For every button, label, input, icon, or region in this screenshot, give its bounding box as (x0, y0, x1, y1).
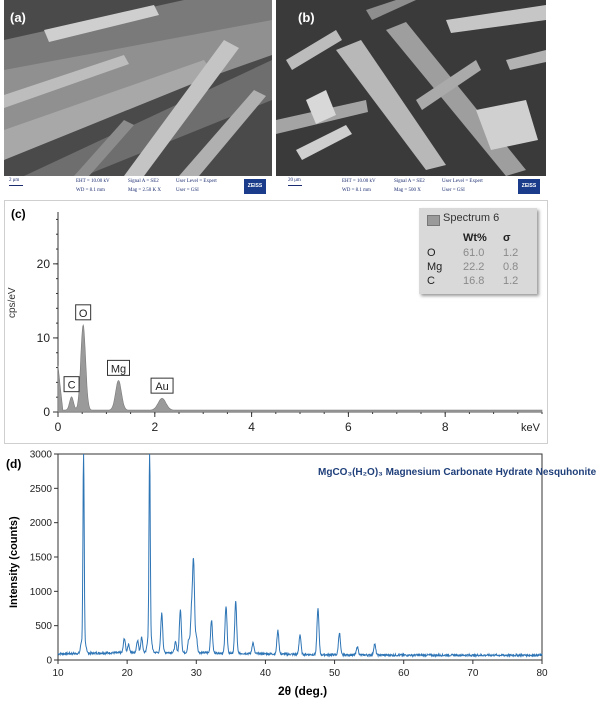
wd-text: WD = 8.1 mm (342, 188, 371, 193)
eds-peak-marker (76, 305, 91, 320)
table-wt: 22.2 (463, 261, 485, 273)
sem-image-b (276, 0, 546, 198)
eht-text: EHT = 10.00 kV (342, 179, 376, 184)
signal-text: Signal A = SE2 (128, 179, 159, 184)
eds-peak-label: Au (155, 381, 169, 394)
x-tick-label: 10 (52, 668, 64, 679)
sem-databar-b (276, 176, 546, 198)
sem-databar-a (4, 176, 272, 198)
xrd-chart (0, 448, 550, 702)
x-tick-label: 60 (398, 668, 410, 679)
spectrum-title: Spectrum 6 (443, 212, 500, 224)
scale-bar (288, 185, 302, 186)
scale-label: 20 μm (288, 178, 301, 183)
x-tick-label: 50 (329, 668, 341, 679)
eds-peak-label: Mg (110, 363, 127, 376)
zeiss-logo: ZEISS (244, 179, 266, 194)
y-tick-label: 0 (46, 655, 52, 667)
y-tick-label: 1000 (29, 586, 52, 598)
y-tick-label: 2000 (29, 518, 52, 530)
scale-label: 2 μm (9, 178, 20, 183)
panel-label-c: (c) (11, 207, 26, 221)
panel-label-b: (b) (298, 10, 315, 25)
y-tick-label: 20 (36, 256, 50, 271)
panel-label-d: (d) (6, 457, 22, 471)
x-tick-label: 2 (151, 420, 159, 434)
sem-micrograph-b (276, 0, 546, 176)
zeiss-logo: ZEISS (518, 179, 540, 194)
table-sigma: 1.2 (503, 275, 519, 287)
x-tick-label: 40 (259, 668, 271, 679)
user-text: User = GSI (442, 188, 465, 193)
x-tick-label: 20 (121, 668, 133, 679)
eds-peak-label: C (67, 379, 76, 392)
scale-bar (9, 185, 23, 186)
y-tick-label: 0 (43, 405, 50, 419)
table-wt: 61.0 (463, 247, 485, 259)
table-sigma: 1.2 (503, 247, 519, 259)
eds-y-axis-title: cps/eV (7, 287, 18, 318)
eds-peak-label: O (78, 307, 88, 320)
x-tick-label: 0 (54, 420, 62, 434)
user-level-text: User Level = Expert (442, 179, 483, 184)
sem-image-a (4, 0, 272, 198)
eds-spectrum-chart (0, 200, 550, 444)
xrd-annotation: MgCO₃(H₂O)₃ Magnesium Carbonate Hydrate Nesquhonite (318, 467, 596, 478)
user-text: User = GSI (176, 188, 199, 193)
x-tick-label: 6 (345, 420, 352, 434)
user-level-text: User Level = Expert (176, 179, 217, 184)
x-tick-label: 30 (190, 668, 202, 679)
x-axis-unit: keV (521, 422, 540, 434)
xrd-y-axis-title: Intensity (counts) (8, 516, 20, 608)
sem-micrograph-a (4, 0, 272, 176)
y-tick-label: 1500 (29, 552, 52, 564)
y-tick-label: 500 (35, 621, 52, 633)
eds-peak-marker (108, 360, 130, 375)
x-tick-label: 80 (536, 668, 548, 679)
table-element: O (427, 247, 436, 259)
y-tick-label: 2500 (29, 483, 52, 495)
mag-text: Mag = 2.50 K X (128, 188, 161, 193)
x-tick-label: 4 (248, 420, 255, 434)
table-element: C (427, 275, 435, 287)
y-tick-label: 3000 (29, 449, 52, 461)
table-header-wt: Wt% (463, 232, 487, 244)
wd-text: WD = 8.1 mm (76, 188, 105, 193)
signal-text: Signal A = SE2 (394, 179, 425, 184)
xrd-x-axis-title: 2θ (deg.) (278, 684, 328, 698)
table-sigma: 0.8 (503, 261, 519, 273)
xrd-series-line (58, 454, 542, 656)
table-header-sigma: σ (503, 232, 511, 244)
x-tick-label: 8 (441, 420, 449, 434)
eds-peak-marker (64, 377, 79, 392)
xrd-plot-frame (58, 454, 542, 660)
mag-text: Mag = 500 X (394, 188, 421, 193)
eds-peak-marker (151, 378, 173, 393)
x-tick-label: 70 (467, 668, 479, 679)
table-wt: 16.8 (463, 275, 485, 287)
table-element: Mg (427, 261, 443, 273)
panel-label-a: (a) (10, 10, 26, 25)
eht-text: EHT = 10.00 kV (76, 179, 110, 184)
y-tick-label: 10 (36, 330, 50, 345)
eds-spectrum-area (58, 325, 542, 412)
